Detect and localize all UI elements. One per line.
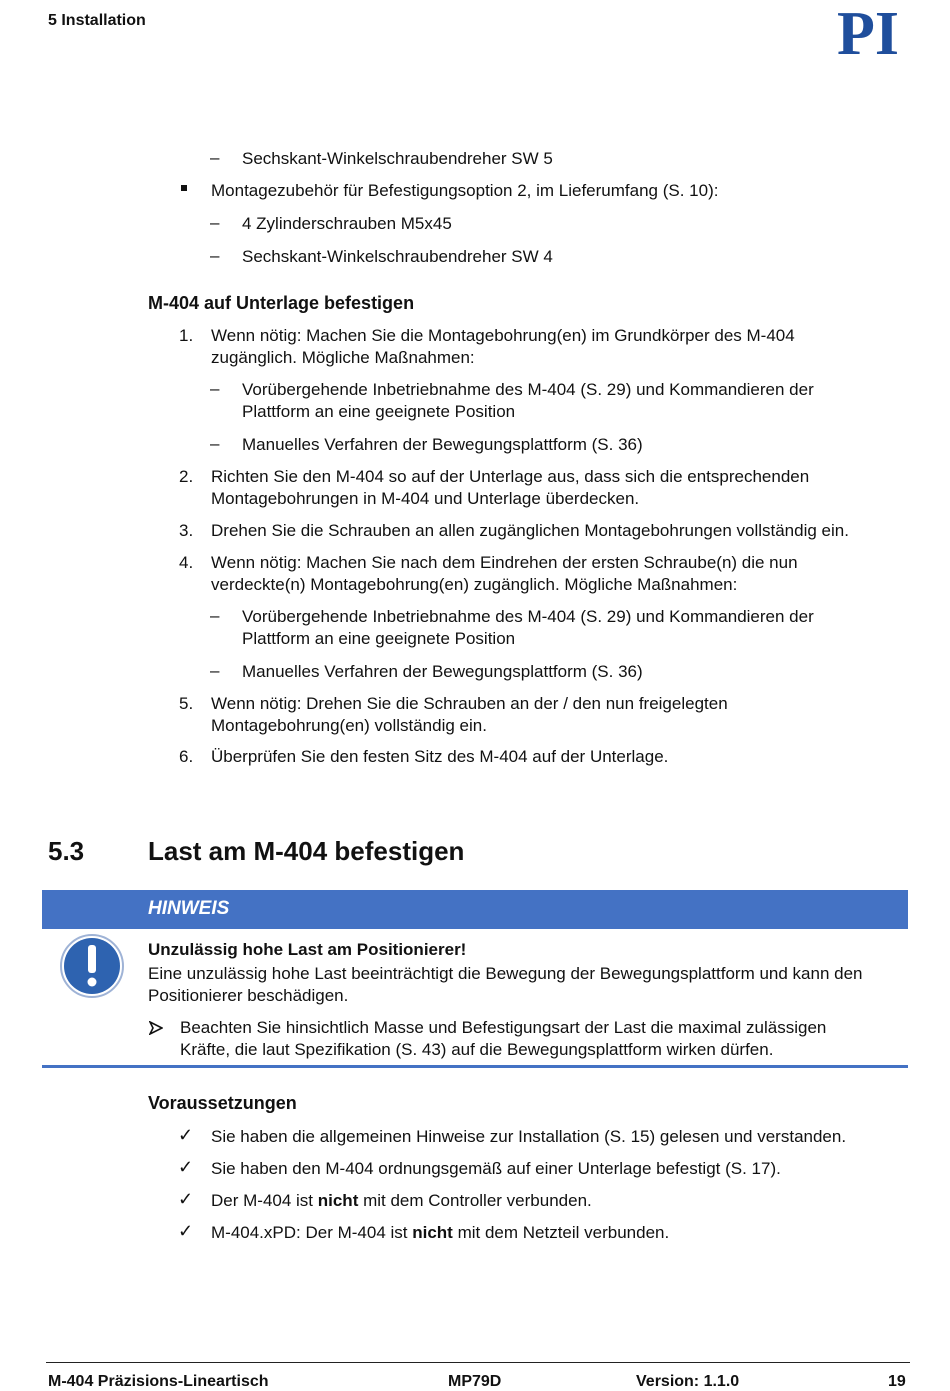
substep-text: Vorübergehende Inbetriebnahme des M-404 (S. 29) und Kommandieren der — [242, 380, 814, 399]
section-title: Last am M-404 befestigen — [148, 836, 465, 866]
list-item: Montagezubehör für Befestigungsoption 2, im Lieferumfang (S. 10): — [211, 181, 719, 200]
dash-bullet: – — [210, 379, 220, 398]
step-text: zugänglich. Mögliche Maßnahmen: — [211, 348, 475, 367]
list-item: Sechskant-Winkelschraubendreher SW 5 — [242, 149, 553, 168]
prereq-item: Sie haben die allgemeinen Hinweise zur Installation (S. 15) gelesen und verstanden. — [211, 1127, 847, 1146]
checkmark-icon: ✓ — [178, 1189, 194, 1209]
prereq-text: mit dem Controller verbunden. — [358, 1191, 592, 1210]
substep-text: Plattform an eine geeignete Position — [242, 402, 516, 421]
step-number: 5. — [179, 694, 194, 713]
step-text: Wenn nötig: Drehen Sie die Schrauben an der / den nun freigelegten — [211, 694, 728, 713]
dash-bullet: – — [210, 434, 220, 453]
prereq-item — [211, 1190, 592, 1212]
checkmark-icon: ✓ — [178, 1125, 194, 1145]
notice-bottom-rule — [42, 1065, 908, 1068]
prereq-emphasis: nicht — [412, 1223, 453, 1242]
prereq-text: Der M-404 ist — [211, 1191, 318, 1210]
notice-banner — [42, 890, 908, 929]
dash-bullet: – — [210, 213, 220, 232]
footer-product: M-404 Präzisions-Lineartisch — [48, 1373, 269, 1390]
step-number: 4. — [179, 553, 194, 572]
substep-text: Vorübergehende Inbetriebnahme des M-404 (S. 29) und Kommandieren der — [242, 607, 814, 626]
subsection-title: M-404 auf Unterlage befestigen — [148, 293, 415, 313]
list-item: Sechskant-Winkelschraubendreher SW 4 — [242, 247, 553, 266]
step-number: 1. — [179, 326, 194, 345]
notice-body: Eine unzulässig hohe Last beeinträchtigt die Bewegung der Bewegungsplattform und kann den — [148, 964, 863, 983]
step-number: 3. — [179, 521, 194, 540]
dash-bullet: – — [210, 606, 220, 625]
step-text: Überprüfen Sie den festen Sitz des M-404 auf der Unterlage. — [211, 747, 669, 766]
notice-action: Beachten Sie hinsichtlich Masse und Befestigungsart der Last die maximal zulässigen — [180, 1018, 827, 1037]
step-number: 2. — [179, 467, 194, 486]
footer-page-number: 19 — [888, 1373, 906, 1390]
footer-rule — [46, 1362, 910, 1363]
dash-bullet: – — [210, 661, 220, 680]
step-text: Wenn nötig: Machen Sie nach dem Eindrehen der ersten Schraube(n) die nun — [211, 553, 798, 572]
prereq-text: mit dem Netzteil verbunden. — [452, 1223, 670, 1242]
step-text: Drehen Sie die Schrauben an allen zugänglichen Montagebohrungen vollständig ein. — [211, 521, 849, 540]
substep-text: Plattform an eine geeignete Position — [242, 629, 516, 648]
dash-bullet: – — [210, 246, 220, 265]
notice-label: HINWEIS — [148, 898, 230, 919]
notice-heading: Unzulässig hohe Last am Positionierer! — [148, 940, 467, 959]
step-text: Montagebohrung(en) vollständig ein. — [211, 716, 487, 735]
checkmark-icon: ✓ — [178, 1221, 194, 1241]
pi-logo — [812, 6, 924, 60]
step-number: 6. — [179, 747, 194, 766]
substep-text: Manuelles Verfahren der Bewegungsplattform (S. 36) — [242, 662, 643, 681]
prereq-emphasis: nicht — [317, 1191, 359, 1210]
step-text: Richten Sie den M-404 so auf der Unterlage aus, dass sich die entsprechenden — [211, 467, 810, 486]
substep-text: Manuelles Verfahren der Bewegungsplattform (S. 36) — [242, 435, 643, 454]
step-text: Montagebohrungen in M-404 und Unterlage überdecken. — [211, 489, 640, 508]
prereq-title: Voraussetzungen — [148, 1093, 297, 1113]
footer-version: Version: 1.1.0 — [636, 1373, 740, 1390]
prereq-item — [211, 1222, 669, 1244]
notice-body: Positionierer beschädigen. — [148, 986, 349, 1005]
dash-bullet: – — [210, 148, 220, 167]
step-text: Wenn nötig: Machen Sie die Montagebohrung(en) im Grundkörper des M-404 — [211, 326, 795, 345]
arrow-bullet-icon — [149, 1021, 163, 1035]
checkmark-icon: ✓ — [178, 1157, 194, 1177]
step-text: verdeckte(n) Montagebohrung(en) zugänglich. Mögliche Maßnahmen: — [211, 575, 738, 594]
pi-logo-text: PI — [837, 6, 899, 60]
exclamation-icon — [59, 933, 125, 999]
prereq-item: Sie haben den M-404 ordnungsgemäß auf einer Unterlage befestigt (S. 17). — [211, 1159, 781, 1178]
footer-doc-id: MP79D — [448, 1373, 502, 1390]
running-header: 5 Installation — [48, 12, 146, 29]
list-item: 4 Zylinderschrauben M5x45 — [242, 214, 452, 233]
section-number: 5.3 — [48, 836, 85, 866]
square-bullet — [181, 185, 187, 191]
prereq-text: M-404.xPD: Der M-404 ist — [211, 1223, 413, 1242]
notice-action: Kräfte, die laut Spezifikation (S. 43) auf die Bewegungsplattform wirken dürfen. — [180, 1040, 774, 1059]
